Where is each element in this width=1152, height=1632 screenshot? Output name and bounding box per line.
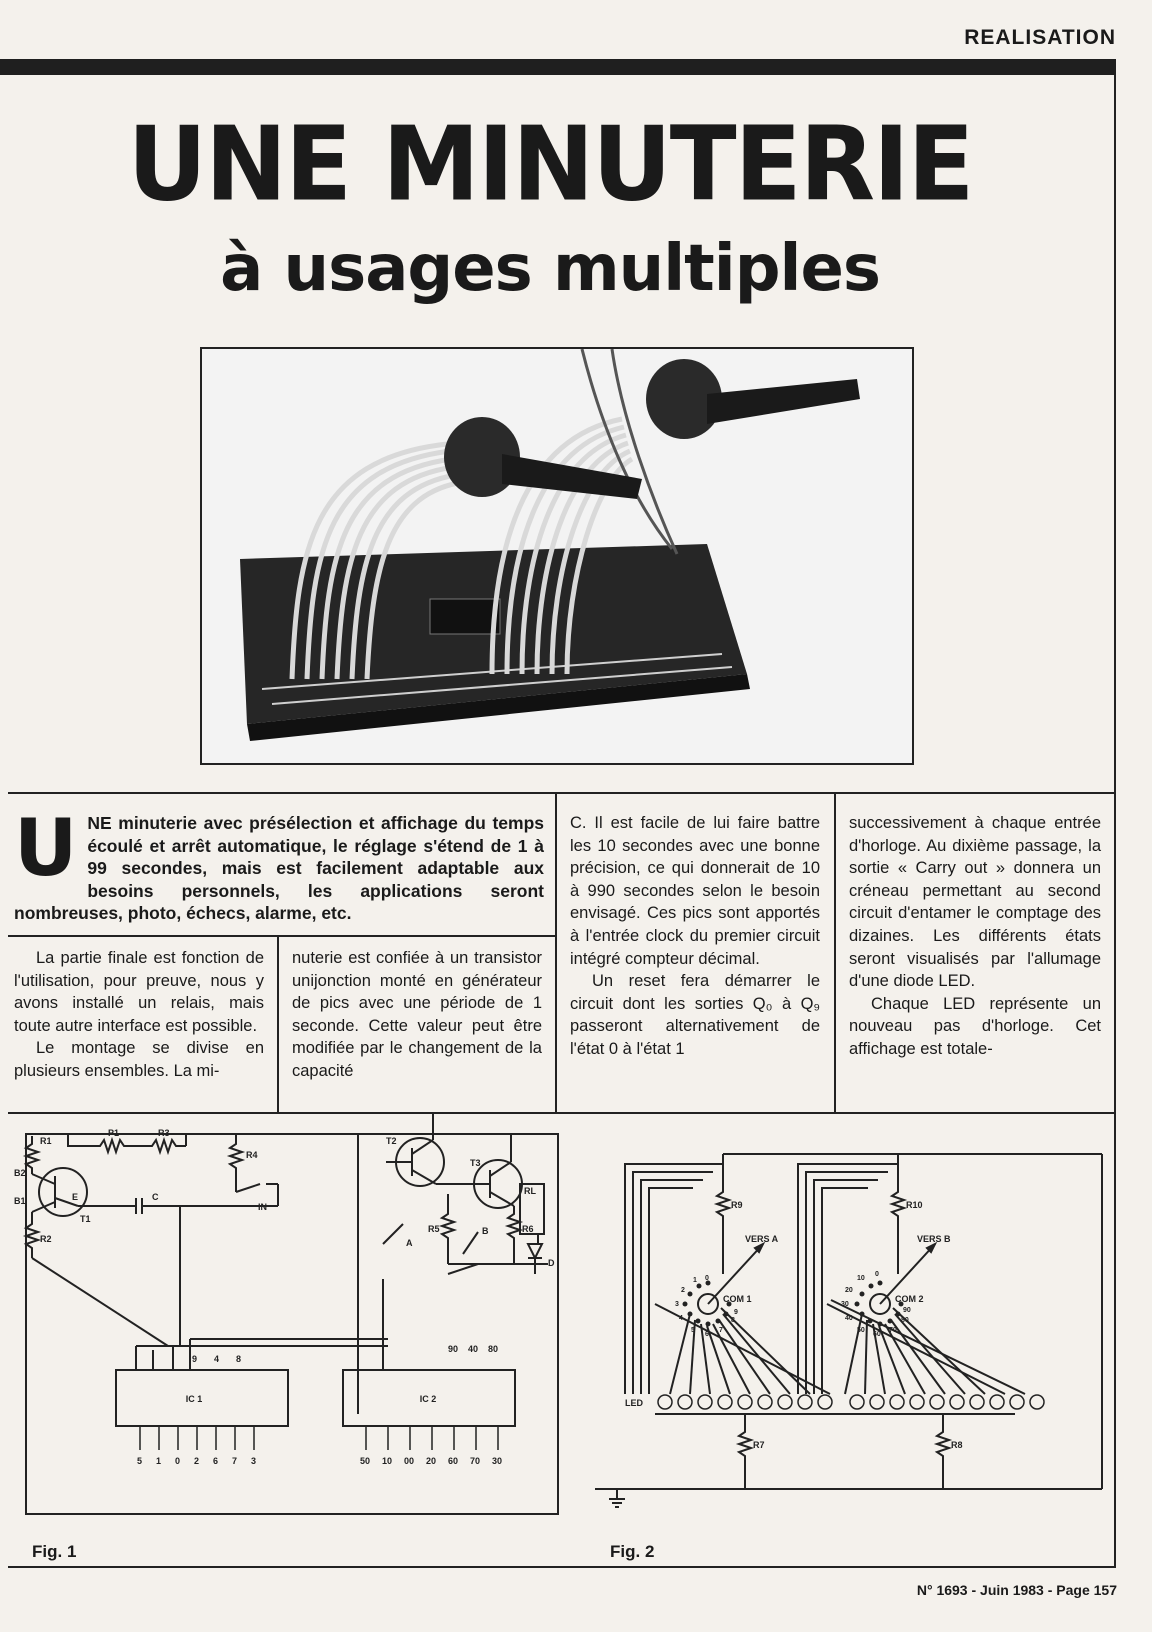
label-b: B xyxy=(482,1226,489,1236)
label-r6: R6 xyxy=(522,1224,534,1234)
sw2-position-label: 0 xyxy=(875,1271,879,1278)
ic1-output-label: 1 xyxy=(156,1456,162,1466)
ic2-pin-label: 80 xyxy=(488,1344,499,1354)
label-com2: COM 2 xyxy=(895,1294,924,1304)
ic2-output-label: 00 xyxy=(404,1456,415,1466)
ic1-output-label: 3 xyxy=(251,1456,257,1466)
label-r10: R10 xyxy=(906,1200,923,1210)
label-b1: B1 xyxy=(14,1196,26,1206)
sw1-position-label: 4 xyxy=(679,1315,683,1322)
sw2-position-label: 80 xyxy=(901,1317,909,1324)
ic2-output-label: 20 xyxy=(426,1456,437,1466)
label-r2: R2 xyxy=(40,1234,52,1244)
label-r3: R3 xyxy=(158,1128,170,1138)
fig2-schematic xyxy=(595,1114,1110,1534)
label-b2: B2 xyxy=(14,1168,26,1178)
ic2-output-label: 30 xyxy=(492,1456,503,1466)
rule-col3-col4 xyxy=(834,792,836,1112)
label-p1: P1 xyxy=(108,1128,120,1138)
ic1-output-label: 0 xyxy=(175,1456,181,1466)
intro-dropcap: U xyxy=(14,804,78,894)
sw2-position-label: 20 xyxy=(845,1287,853,1294)
sw2-position-label: 60 xyxy=(873,1331,881,1338)
ic2-output-label: 60 xyxy=(448,1456,459,1466)
sw1-position-label: 9 xyxy=(734,1309,738,1316)
label-t2: T2 xyxy=(386,1136,397,1146)
rule-col2-col3 xyxy=(555,792,557,1112)
sw1-position-label: 6 xyxy=(705,1331,709,1338)
paragraph: C. Il est facile de lui faire battre les 10 secondes avec une bonne précision, ce qui donnerait de 10 à 990 secondes selon le besoin envisagé. Ces pics sont apportés à l'entrée clock du premier circuit intégré compteur décimal. xyxy=(570,814,820,968)
label-r1: R1 xyxy=(40,1136,52,1146)
text-column-1 xyxy=(14,947,264,1083)
text-column-2 xyxy=(292,947,542,1083)
header-rule xyxy=(0,59,1116,75)
label-c: C xyxy=(152,1192,159,1202)
label-com1: COM 1 xyxy=(723,1294,752,1304)
label-rl: RL xyxy=(524,1186,536,1196)
circuit-photo-illustration xyxy=(202,349,912,763)
text-column-4 xyxy=(849,812,1101,1061)
fig2-caption: Fig. 2 xyxy=(610,1542,655,1561)
sw1-position-label: 8 xyxy=(731,1317,735,1324)
page-footer: N° 1693 - Juin 1983 - Page 157 xyxy=(916,1582,1117,1598)
paragraph: Le montage se divise en plusieurs ensembles. La mi- xyxy=(14,1039,264,1080)
fig1-caption: Fig. 1 xyxy=(32,1542,77,1561)
text-column-3 xyxy=(570,812,820,1061)
sw2-position-label: 50 xyxy=(857,1327,865,1334)
article-subtitle: à usages multiples xyxy=(220,232,880,306)
label-vers-b: VERS B xyxy=(917,1234,951,1244)
label-q9: 9 xyxy=(192,1354,198,1364)
ic1-output-label: 7 xyxy=(232,1456,238,1466)
label-r4: R4 xyxy=(246,1150,258,1160)
label-r5: R5 xyxy=(428,1224,440,1234)
circuit-photo xyxy=(200,347,914,765)
ic2-output-label: 70 xyxy=(470,1456,481,1466)
sw1-position-label: 2 xyxy=(681,1287,685,1294)
ic2-output-label: 10 xyxy=(382,1456,393,1466)
ic1-output-label: 2 xyxy=(194,1456,200,1466)
label-r9: R9 xyxy=(731,1200,743,1210)
label-d: D xyxy=(548,1258,555,1268)
paragraph: nuterie est confiée à un transistor unijonction monté en générateur de pics avec une période de 1 seconde. Cette valeur peut être modifiée par le changement de la capacité xyxy=(292,949,542,1080)
paragraph: La partie finale est fonction de l'utilisation, pour preuve, nous y avons installé un relais, mais toute autre interface est possible. xyxy=(14,949,264,1035)
sw1-position-label: 5 xyxy=(691,1327,695,1334)
sw2-position-label: 30 xyxy=(841,1301,849,1308)
label-e: E xyxy=(72,1192,79,1202)
label-led: LED xyxy=(625,1398,643,1408)
fig1-schematic xyxy=(8,1114,588,1534)
paragraph: Un reset fera démarrer le circuit dont les sorties Q₀ à Q₉ passeront alternativement de l'état 0 à l'état 1 xyxy=(570,972,820,1058)
sw1-position-label: 1 xyxy=(693,1277,697,1284)
label-a: A xyxy=(406,1238,413,1248)
article-intro xyxy=(14,804,544,925)
label-t3: T3 xyxy=(470,1158,481,1168)
sw2-position-label: 70 xyxy=(889,1327,897,1334)
paragraph: Chaque LED représente un nouveau pas d'horloge. Cet affichage est totale- xyxy=(849,994,1101,1058)
label-ic1: IC 1 xyxy=(185,1394,203,1404)
label-t1: T1 xyxy=(80,1214,91,1224)
label-ic2: IC 2 xyxy=(419,1394,437,1404)
sw2-position-label: 90 xyxy=(903,1307,911,1314)
sw2-position-label: 10 xyxy=(857,1275,865,1282)
rule-intro-bottom xyxy=(8,935,555,937)
ic2-output-label: 50 xyxy=(360,1456,371,1466)
label-vers-a: VERS A xyxy=(745,1234,779,1244)
label-in: IN xyxy=(258,1202,267,1212)
label-r8: R8 xyxy=(951,1440,963,1450)
sw1-position-label: 7 xyxy=(719,1327,723,1334)
paragraph: successivement à chaque entrée d'horloge. Au dixième passage, la sortie « Carry out » donnera un créneau permettant au second circuit d'entamer le comptage des dizaines. Les différents états seront visualisés par l'allumage d'une diode LED. xyxy=(849,814,1101,991)
rule-col1-col2 xyxy=(277,935,279,1112)
label-q8: 8 xyxy=(236,1354,242,1364)
intro-text: NE minuterie avec présélection et affichage du temps écoulé et arrêt automatique, le réglage s'étend de 1 à 99 secondes, mais est facilement adaptable aux besoins personnels, les applications seront nombreuses, photo, échecs, alarme, etc. xyxy=(14,813,544,923)
section-rubric: REALISATION xyxy=(964,26,1116,49)
ic1-output-label: 6 xyxy=(213,1456,219,1466)
sw2-position-label: 40 xyxy=(845,1315,853,1322)
label-q4: 4 xyxy=(214,1354,220,1364)
label-r7: R7 xyxy=(753,1440,765,1450)
ic2-pin-label: 90 xyxy=(448,1344,459,1354)
ic2-pin-label: 40 xyxy=(468,1344,479,1354)
article-title: UNE MINUTERIE xyxy=(127,105,973,225)
sw1-position-label: 0 xyxy=(705,1275,709,1282)
sw1-position-label: 3 xyxy=(675,1301,679,1308)
rule-text-top xyxy=(8,792,1116,794)
ic1-output-label: 5 xyxy=(137,1456,143,1466)
